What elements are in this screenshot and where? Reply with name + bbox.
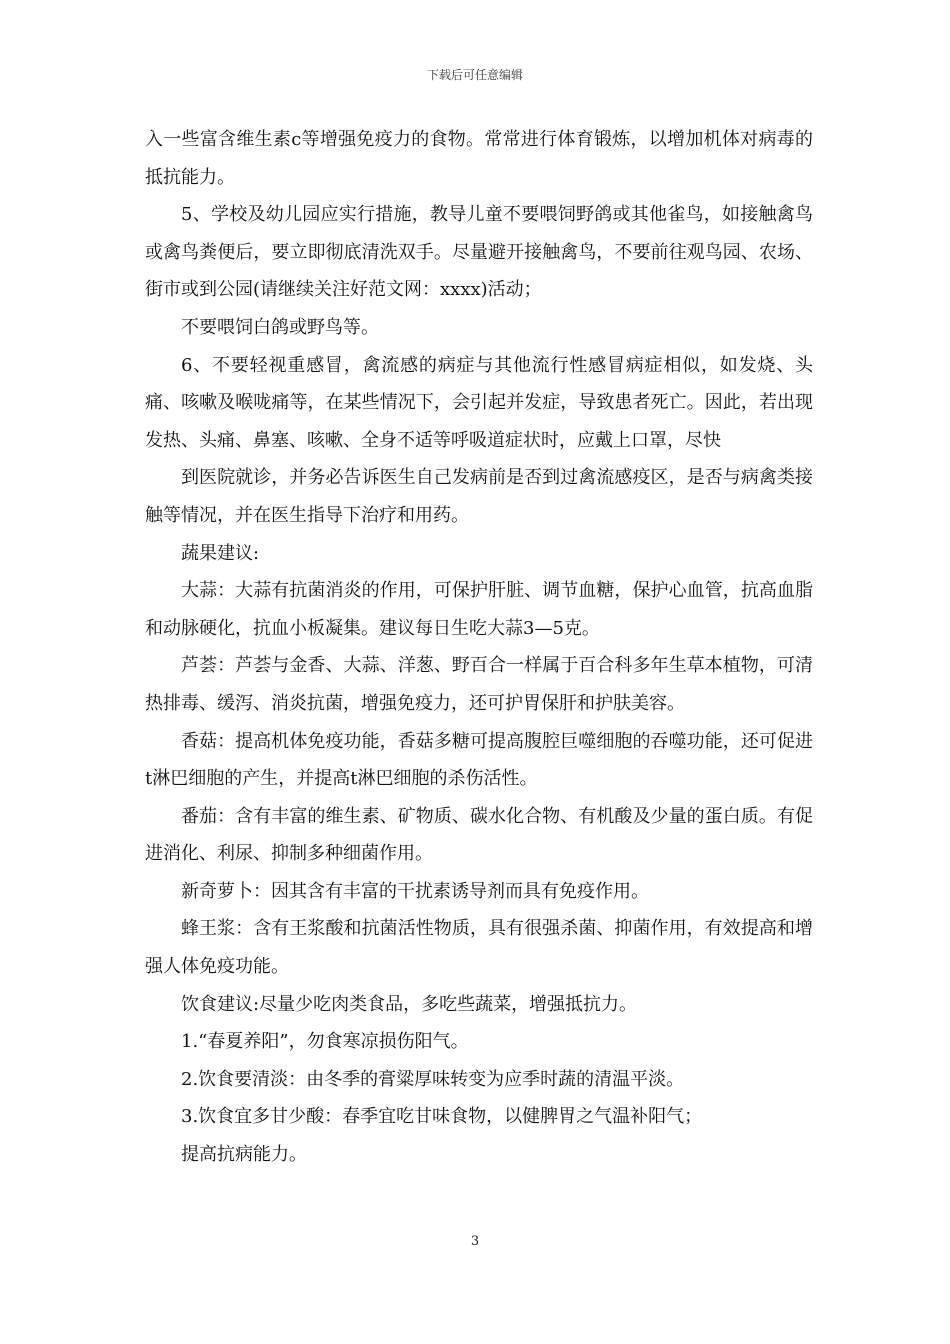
paragraph-continuation: 入一些富含维生素c等增强免疫力的食物。常常进行体育锻炼，以增加机体对病毒的抵抗能力。 xyxy=(145,129,813,188)
document-body xyxy=(145,121,813,1174)
paragraph-resistance: 提高抗病能力。 xyxy=(181,1144,307,1166)
page-number: 3 xyxy=(470,1234,480,1249)
paragraph-mushroom: 香菇：提高机体免疫功能，香菇多糖可提高腹腔巨噬细胞的吞噬功能，还可促进t淋巴细胞的产生，并提高t淋巴细胞的杀伤活性。 xyxy=(145,730,813,790)
paragraph-pigeon-note: 不要喂饲白鸽或野鸟等。 xyxy=(181,316,379,338)
diet-item-3: 3.饮食宜多甘少酸：春季宜吃甘味食物，以健脾胃之气温补阳气； xyxy=(181,1106,703,1128)
page-header: 下载后可任意编辑 xyxy=(426,68,523,82)
paragraph-royal-jelly: 蜂王浆：含有王浆酸和抗菌活性物质，具有很强杀菌、抑菌作用，有效提高和增强人体免疫功能。 xyxy=(145,918,813,978)
diet-item-2: 2.饮食要清淡：由冬季的膏粱厚味转变为应季时蔬的清温平淡。 xyxy=(181,1068,685,1090)
diet-item-1: 1.“春夏养阳”，勿食寒凉损伤阳气。 xyxy=(181,1031,469,1053)
paragraph-tomato: 番茄：含有丰富的维生素、矿物质、碳水化合物、有机酸及少量的蛋白质。有促进消化、利尿、抑制多种细菌作用。 xyxy=(145,805,813,865)
paragraph-aloe: 芦荟：芦荟与金香、大蒜、洋葱、野百合一样属于百合科多年生草本植物，可清热排毒、缓泻、消炎抗菌，增强免疫力，还可护胃保肝和护肤美容。 xyxy=(145,655,813,714)
paragraph-item-5: 5、学校及幼儿园应实行措施，教导儿童不要喂饲野鸽或其他雀鸟，如接触禽鸟或禽鸟粪便后，要立即彻底清洗双手。尽量避开接触禽鸟，不要前往观鸟园、农场、街市或到公园(请继续关注好范文网：xxxx)活动； xyxy=(145,204,813,301)
paragraph-item-6: 6、不要轻视重感冒，禽流感的病症与其他流行性感冒病症相似，如发烧、头痛、咳嗽及喉咙痛等，在某些情况下，会引起并发症，导致患者死亡。因此，若出现发热、头痛、鼻塞、咳嗽、全身不适等呼吸道症状时，应戴上口罩，尽快 xyxy=(145,354,813,451)
paragraph-hospital: 到医院就诊，并务必告诉医生自己发病前是否到过禽流感疫区，是否与病禽类接触等情况，并在医生指导下治疗和用药。 xyxy=(145,467,813,526)
paragraph-radish: 新奇萝卜：因其含有丰富的干扰素诱导剂而具有免疫作用。 xyxy=(181,880,649,902)
section-heading-diet: 饮食建议:尽量少吃肉类食品，多吃些蔬菜，增强抵抗力。 xyxy=(181,993,638,1015)
section-heading-fruit-vegetable: 蔬果建议: xyxy=(181,542,260,564)
paragraph-garlic: 大蒜：大蒜有抗菌消炎的作用，可保护肝脏、调节血糖，保护心血管，抗高血脂和动脉硬化，抗血小板凝集。建议每日生吃大蒜3—5克。 xyxy=(145,580,813,639)
